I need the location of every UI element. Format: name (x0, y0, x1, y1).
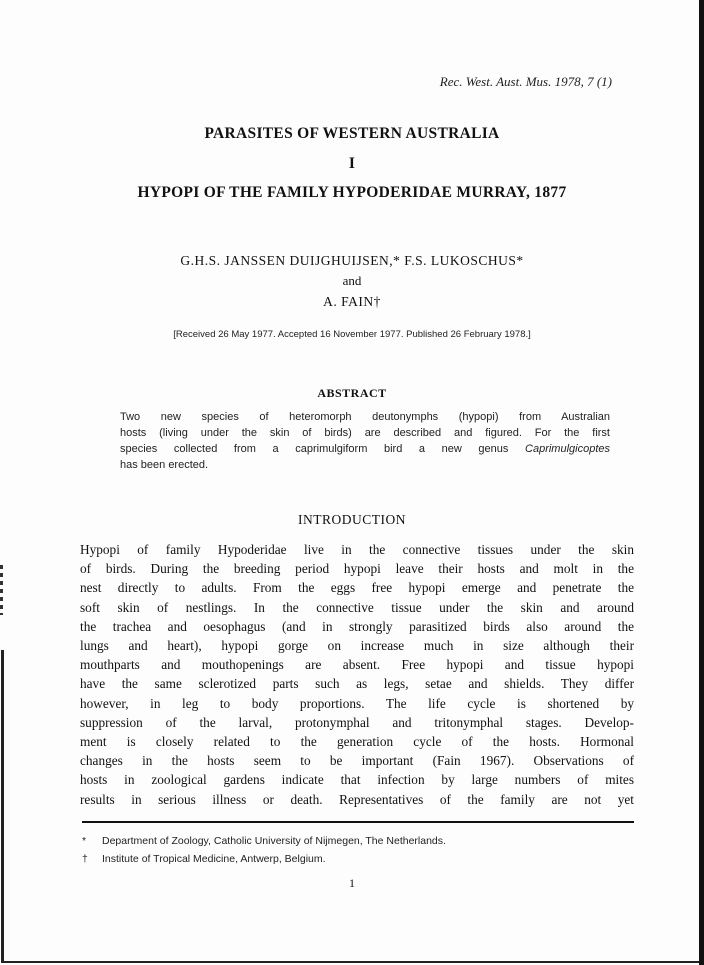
intro-line: nest directly to adults. From the eggs free hypopi emerge and penetrate the (80, 580, 634, 596)
intro-line: the trachea and oesophagus (and in strongly parasitized birds also around the (80, 618, 634, 634)
abstract-line (120, 441, 610, 457)
footnote-mark: * (82, 835, 87, 847)
scan-edge-bottom (1, 961, 699, 963)
intro-line: mouthparts and mouthopenings are absent. Free hypopi and tissue hypopi (80, 657, 634, 673)
title-line-1: PARASITES OF WESTERN AUSTRALIA (204, 125, 500, 142)
abstract-body (120, 409, 610, 473)
authors-conjunction: and (342, 273, 362, 288)
intro-line: however, in leg to body proportions. The life cycle is shortened by (80, 695, 634, 711)
abstract-line: has been erected. (120, 459, 209, 471)
footnote (82, 832, 634, 850)
abstract-heading: ABSTRACT (317, 386, 387, 400)
abstract-line: Two new species of heteromorph deutonymphs (hypopi) from Australian (120, 411, 610, 423)
scan-edge-right (699, 0, 704, 965)
intro-line: soft skin of nestlings. In the connective tissue under the skin and around (80, 599, 634, 615)
title-line-3: HYPOPI OF THE FAMILY HYPODERIDAE MURRAY, 1877 (137, 184, 567, 201)
footnote-text: Institute of Tropical Medicine, Antwerp, Belgium. (102, 853, 326, 865)
intro-line: ment is closely related to the generation cycle of the hosts. Hormonal (80, 734, 634, 750)
footnotes (82, 832, 634, 868)
introduction-heading: INTRODUCTION (298, 512, 406, 527)
intro-line: Hypopi of family Hypoderidae live in the connective tissues under the skin (80, 542, 634, 557)
genus-name: Caprimulgicoptes (525, 443, 610, 455)
authors-line-3: A. FAIN† (323, 294, 381, 309)
intro-line: changes in the hosts seem to be important (Fain 1967). Observations of (80, 753, 634, 769)
footnote-rule (82, 821, 634, 823)
intro-line: of birds. During the breeding period hypopi leave their hosts and molt in the (80, 561, 634, 577)
introduction-body (80, 540, 634, 809)
received-dates: [Received 26 May 1977. Accepted 16 November 1977. Published 26 February 1978.] (173, 329, 531, 340)
intro-line: have the same sclerotized parts such as legs, setae and shields. They differ (80, 676, 634, 692)
authors-line-1: G.H.S. JANSSEN DUIJGHUIJSEN,* F.S. LUKOSCHUS* (180, 253, 524, 268)
footnote-mark: † (82, 853, 88, 865)
scan-edge-left (1, 650, 4, 962)
abstract-line-text: species collected from a caprimulgiform bird a new genus (120, 443, 509, 455)
abstract-line: hosts (living under the skin of birds) are described and figured. For the first (120, 427, 610, 439)
scan-edge-marks (0, 565, 3, 615)
intro-line: lungs and heart), hypopi gorge on increase much in size although their (80, 638, 634, 654)
footnote-text: Department of Zoology, Catholic University of Nijmegen, The Netherlands. (102, 835, 446, 847)
running-head: Rec. West. Aust. Mus. 1978, 7 (1) (439, 74, 612, 89)
footnote (82, 850, 634, 868)
intro-line: suppression of the larval, protonymphal and tritonymphal stages. Develop- (80, 714, 634, 730)
intro-line: hosts in zoological gardens indicate that infection by large numbers of mites (80, 772, 634, 788)
title-line-2: I (348, 155, 356, 172)
page-number: 1 (349, 876, 355, 890)
intro-line: results in serious illness or death. Representatives of the family are not yet (80, 791, 634, 807)
